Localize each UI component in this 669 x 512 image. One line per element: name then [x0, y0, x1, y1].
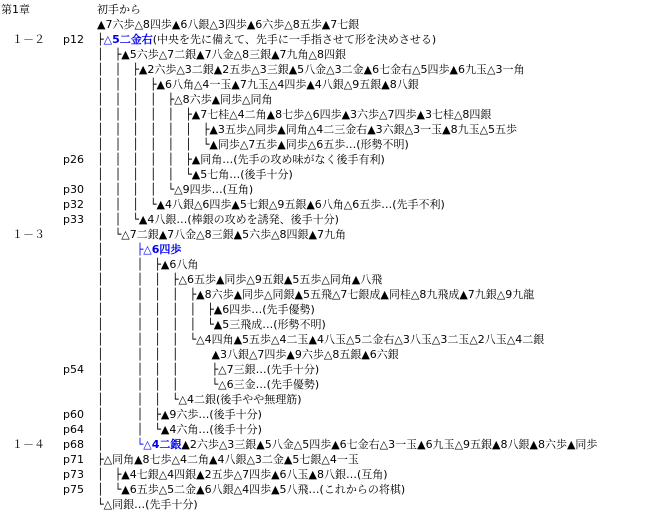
tree-row	[0, 227, 669, 242]
key-move-highlight: ├△6四歩	[136, 243, 182, 256]
branch-text: │ │ │ │ └△6三金…(先手優勢)	[97, 378, 320, 391]
branch-connector: ├	[97, 33, 104, 46]
branch-text: │ └▲6五歩△5二金▲6八銀△4四歩▲5八飛…(これからの将棋)	[97, 483, 406, 496]
branch-text: │ │ ├▲2六歩△3二銀▲2五歩△3三銀▲5八金△3二金▲6七金右△5四歩▲6九玉△3一角	[97, 63, 525, 76]
move-sequence	[97, 182, 253, 197]
tree-row	[0, 272, 669, 287]
page-ref: p64	[63, 423, 84, 436]
branch-text: │ │ │ │ │ ├▲7七桂△4二角▲8七歩△6四歩▲3六歩△7四歩▲3七桂△8四銀	[97, 108, 492, 121]
branch-text: │ ├▲5六歩△7二銀▲7八金△8三銀▲7九角△8四銀	[97, 48, 346, 61]
tree-row	[0, 317, 669, 332]
tree-row	[0, 32, 669, 47]
move-sequence	[97, 137, 409, 152]
tree-row	[0, 242, 669, 257]
move-sequence	[97, 362, 319, 377]
move-sequence	[97, 302, 315, 317]
branch-text: ▲7六歩△8四歩▲6八銀△3四歩▲6六歩△8五歩▲7七銀	[97, 18, 360, 31]
page-ref: p32	[63, 198, 84, 211]
page-ref: p73	[63, 468, 84, 481]
branch-text: └△同銀…(先手十分)	[97, 498, 198, 511]
tree-row	[0, 437, 669, 452]
move-sequence	[97, 167, 293, 182]
move-sequence	[97, 107, 491, 122]
move-sequence	[97, 347, 399, 362]
branch-text: │ │ │ ├▲6八角△4一玉▲7九玉△4四歩▲4八銀△9五銀▲8八銀	[97, 78, 419, 91]
page-ref: p54	[63, 363, 84, 376]
tree-row	[0, 497, 669, 512]
move-sequence	[97, 152, 385, 167]
tree-row	[0, 47, 669, 62]
move-sequence	[97, 332, 544, 347]
branch-text: │	[97, 243, 137, 256]
page-ref: p26	[63, 153, 84, 166]
move-sequence	[97, 467, 388, 482]
branch-text: │ │ │ └▲4八銀△6四歩▲5七銀△9五銀▲6八角△6五歩…(先手不利)	[97, 198, 445, 211]
branch-text: ├△同角▲8七歩△4二角▲4八銀△3二金▲5七銀△4一玉	[97, 453, 359, 466]
page-ref: p30	[63, 183, 84, 196]
move-sequence	[97, 47, 346, 62]
section-label: 第1章	[1, 3, 30, 16]
tree-row	[0, 17, 669, 32]
branch-text: │ │ │ │ ├△7三銀…(先手十分)	[97, 363, 320, 376]
move-sequence	[97, 377, 319, 392]
branch-text: │	[97, 438, 137, 451]
move-sequence	[97, 212, 339, 227]
tree-row	[0, 407, 669, 422]
move-sequence	[97, 32, 436, 47]
tree-row	[0, 182, 669, 197]
move-sequence	[97, 257, 198, 272]
section-label: １－２	[1, 33, 45, 46]
move-sequence	[97, 17, 359, 32]
branch-text: │ │ │ ├△6五歩▲同歩△9五銀▲5五歩△同角▲八飛	[97, 273, 383, 286]
branch-text: │ │ │ │ │ └▲5三飛成…(形勢不明)	[97, 318, 326, 331]
move-sequence	[97, 77, 419, 92]
tree-row	[0, 422, 669, 437]
key-move-highlight: △5二金右	[103, 33, 153, 46]
tree-row	[0, 452, 669, 467]
branch-text: │ └△7二銀▲7八金△8三銀▲5六歩△8四銀▲7九角	[97, 228, 346, 241]
tree-row	[0, 257, 669, 272]
branch-text: │ │ │ │ │ ├▲同角…(先手の攻め味がなく後手有利)	[97, 153, 385, 166]
branch-text: │ │ │ │ ▲3八銀△7四歩▲9六歩△8五銀▲6六銀	[97, 348, 399, 361]
branch-text: │ │ │ │ │ │ ├▲3五歩△同歩▲同角△4二三金右▲3六銀△3一玉▲8九玉△5五歩	[97, 123, 518, 136]
move-sequence	[97, 482, 405, 497]
move-continuation: (中央を先に備えて、先手に一手指させて形を決めさせる)	[152, 33, 437, 46]
move-sequence	[97, 452, 359, 467]
key-move-highlight: └△4二銀	[136, 438, 182, 451]
move-sequence	[97, 122, 517, 137]
tree-row	[0, 2, 669, 17]
page-ref: p71	[63, 453, 84, 466]
tree-row	[0, 197, 669, 212]
tree-row	[0, 347, 669, 362]
move-sequence	[97, 62, 524, 77]
branch-text: │ │ └▲4八銀…(棒銀の攻めを誘発、後手十分)	[97, 213, 339, 226]
tree-row	[0, 152, 669, 167]
move-sequence	[97, 317, 326, 332]
move-sequence	[97, 407, 262, 422]
move-sequence	[97, 227, 346, 242]
move-sequence	[97, 392, 302, 407]
page-ref: p33	[63, 213, 84, 226]
page-ref: p75	[63, 483, 84, 496]
move-sequence	[97, 2, 141, 17]
move-sequence	[97, 242, 181, 257]
move-sequence	[97, 422, 262, 437]
tree-row	[0, 332, 669, 347]
tree-row	[0, 362, 669, 377]
tree-row	[0, 467, 669, 482]
move-sequence	[97, 497, 198, 512]
move-sequence	[97, 92, 273, 107]
tree-row	[0, 122, 669, 137]
tree-row	[0, 167, 669, 182]
branch-text: │ │ └▲4六角…(後手十分)	[97, 423, 262, 436]
move-continuation: ▲2六歩△3三銀▲5八金△5四歩▲6七金右△3一玉▲6九玉△9五銀▲8八銀▲8六歩▲同歩	[181, 438, 598, 451]
branch-text: │ │ │ │ ├▲8六歩▲同歩△同銀▲5五飛△7七銀成▲同桂△8九飛成▲7九銀△9九龍	[97, 288, 535, 301]
branch-text: │ ├▲4七銀△4四銀▲2五歩△7四歩▲6八玉▲8八銀…(互角)	[97, 468, 388, 481]
tree-row	[0, 482, 669, 497]
section-label: １－３	[1, 228, 45, 241]
branch-text: │ │ │ │ │ │ └▲同歩△7五歩▲同歩△6五歩…(形勢不明)	[97, 138, 409, 151]
page-ref: p60	[63, 408, 84, 421]
tree-row	[0, 62, 669, 77]
branch-text: │ │ │ │ ├△8六歩▲同歩△同角	[97, 93, 273, 106]
branch-text: │ │ │ │ │ └▲5七角…(後手十分)	[97, 168, 293, 181]
branch-text: │ │ │ └△4二銀(後手やや無理筋)	[97, 393, 302, 406]
branch-text: 初手から	[97, 3, 141, 16]
branch-text: │ │ │ │ └△4四角▲5五歩△4二玉▲4八玉△5二金右△3八玉△3二玉△2八玉△4二銀	[97, 333, 545, 346]
tree-row	[0, 377, 669, 392]
tree-row	[0, 212, 669, 227]
move-sequence	[97, 197, 445, 212]
branch-text: │ │ │ │ │ ├▲6四歩…(先手優勢)	[97, 303, 315, 316]
tree-row	[0, 302, 669, 317]
tree-row	[0, 77, 669, 92]
tree-row	[0, 137, 669, 152]
tree-row	[0, 107, 669, 122]
page-ref: p68	[63, 438, 84, 451]
tree-row	[0, 392, 669, 407]
tree-row	[0, 92, 669, 107]
move-sequence	[97, 287, 534, 302]
section-label: １－４	[1, 438, 45, 451]
branch-text: │ │ ├▲6八角	[97, 258, 199, 271]
branch-text: │ │ ├▲9六歩…(後手十分)	[97, 408, 262, 421]
page-ref: p12	[63, 33, 84, 46]
branch-text: │ │ │ │ └△9四歩…(互角)	[97, 183, 254, 196]
move-sequence	[97, 272, 382, 287]
tree-row	[0, 287, 669, 302]
move-sequence	[97, 437, 597, 452]
